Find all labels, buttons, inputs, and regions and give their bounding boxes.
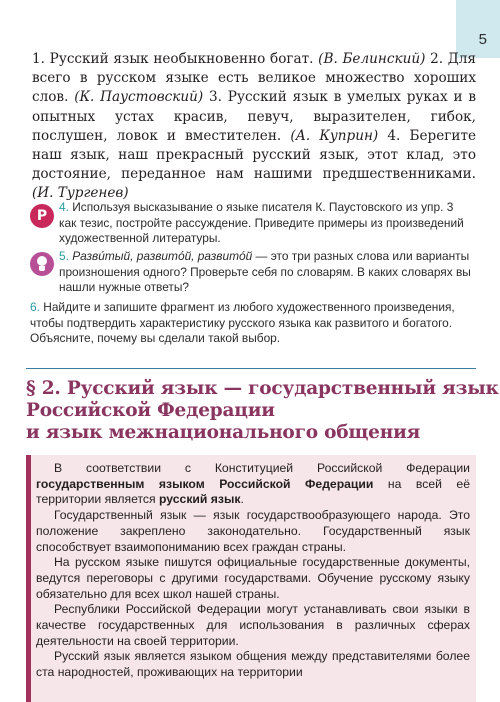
- paragraph-4: Республики Российской Федерации могут устанавливать свои языки в качестве государственных для использования в различных сферах деятельности на своей территории.: [36, 602, 470, 648]
- task-6: 6. Найдите и запишите фрагмент из любого художественного произведения, чтобы подтвердить характеристику русского языка как развитого и богатого. Объясните, почему вы сделали такой выбор.: [30, 300, 455, 346]
- quote-4: 4. Берегите наш язык, наш прекрасный русский язык, этот клад, это достояние, переданное нам нашими предшественниками. (И. Тургенев): [32, 127, 477, 202]
- quote-1: 1. Русский язык необыкновенно богат. (В. Белинский): [32, 51, 426, 67]
- quote-3: 3. Русский язык в умелых руках и в опытных устах красив, певуч, выразителен, гибок, послушен, ловок и вместителен. (А. Куприн): [32, 89, 476, 144]
- task-4: 4. Используя высказывание о языке писателя К. Паустовского из упр. 3 как тезис, постройте рассуждение. Приведите примеры из произведений художественной литературы.: [59, 200, 464, 246]
- paragraph-1: В соответствии с Конституцией Российской Федерации государственным языком Российской Федерации на всей её территории является русский язык.: [36, 461, 470, 507]
- body-side-bar: [26, 455, 31, 702]
- paragraph-2: Государственный язык — язык государствообразующего народа. Это положение закреплено законодательно. Государственный язык способствует взаимопониманию всех граждан страны.: [36, 508, 470, 554]
- page-number: 5: [478, 31, 487, 48]
- section-title: § 2. Русский язык — государственный язык Российской Федерации и язык межнационального общения: [26, 378, 499, 443]
- body-text: [36, 461, 470, 681]
- quote-2: 2. Для всего в русском языке есть великое множество хороших слов. (К. Паустовский): [32, 51, 477, 106]
- task-5: 5. Развúтый, развитóй, развитóй — это три разных слова или варианты произношения одного? Проверьте себя по словарям. В каких словарях вы нашли нужные ответы?: [59, 249, 471, 295]
- lightbulb-icon: [30, 252, 54, 276]
- speech-r-icon: Р: [30, 204, 54, 228]
- quotes-block: [32, 50, 476, 204]
- paragraph-3: На русском языке пишутся официальные государственные документы, ведутся переговоры с другими государствами. Обучение русскому языку обязательно для всех школ нашей страны.: [36, 555, 470, 601]
- section-divider: [26, 368, 476, 369]
- paragraph-5: Русский язык является языком общения между представителями более ста народностей, проживающих на территории: [36, 649, 470, 680]
